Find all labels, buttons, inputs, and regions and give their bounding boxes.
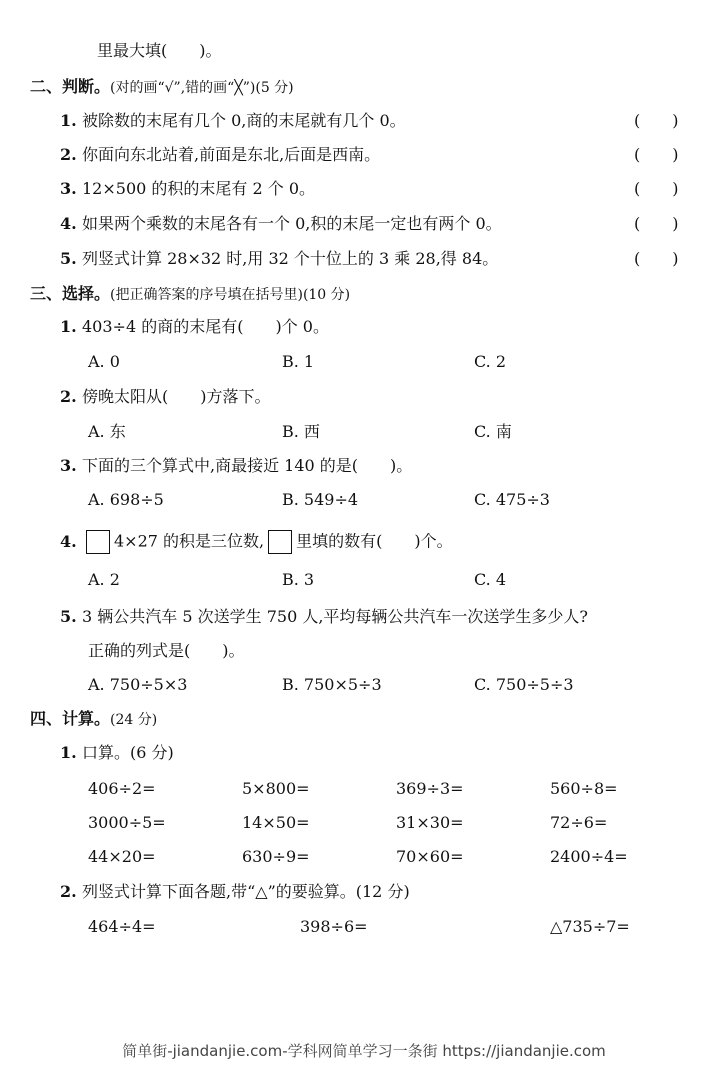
answer-paren-2[interactable]: ( ) xyxy=(634,145,679,164)
part-number: 1. xyxy=(60,743,77,762)
question-number: 3. xyxy=(60,456,77,475)
part-text: 列竖式计算下面各题,带“△”的要验算。(12 分) xyxy=(82,882,410,901)
option-c[interactable]: C. 475÷3 xyxy=(474,490,550,509)
question-text: 里填的数有( )个。 xyxy=(296,531,453,551)
option-a[interactable]: A. 0 xyxy=(88,352,120,371)
judge-item-1 xyxy=(60,110,406,132)
part-number: 2. xyxy=(60,882,77,901)
question-number: 5. xyxy=(60,607,77,626)
section-2-title: 二、判断。 xyxy=(30,77,111,96)
choice-question-3 xyxy=(60,455,412,477)
oral-calc: 14×50= xyxy=(242,813,310,832)
oral-calc: 44×20= xyxy=(88,847,156,866)
option-b[interactable]: B. 750×5÷3 xyxy=(282,675,382,694)
vertical-calc: 464÷4= xyxy=(88,917,156,936)
section-2-note: (对的画“√”,错的画“╳”)(5 分) xyxy=(110,80,294,96)
oral-calc: 630÷9= xyxy=(242,847,310,866)
question-number: 4. xyxy=(60,531,77,551)
choice-question-4 xyxy=(60,530,453,554)
calc-part-1 xyxy=(60,742,174,764)
question-number: 2. xyxy=(60,387,77,406)
section-4-heading xyxy=(30,708,157,731)
item-number: 5. xyxy=(60,249,77,268)
item-text: 你面向东北站着,前面是东北,后面是西南。 xyxy=(82,145,381,164)
choice-question-5 xyxy=(60,606,588,628)
calc-part-2 xyxy=(60,881,410,903)
judge-item-5 xyxy=(60,248,498,270)
oral-calc: 72÷6= xyxy=(550,813,608,832)
section-4-note: (24 分) xyxy=(110,712,158,728)
option-b[interactable]: B. 1 xyxy=(282,352,315,371)
oral-calc: 2400÷4= xyxy=(550,847,628,866)
option-c[interactable]: C. 南 xyxy=(474,422,512,441)
vertical-calc: 398÷6= xyxy=(300,917,368,936)
question-text: 403÷4 的商的末尾有( )个 0。 xyxy=(82,317,329,336)
top-continuation-text: 里最大填( )。 xyxy=(97,41,222,60)
question-text: 下面的三个算式中,商最接近 140 的是( )。 xyxy=(82,456,413,475)
item-text: 被除数的末尾有几个 0,商的末尾就有几个 0。 xyxy=(82,111,406,130)
option-c[interactable]: C. 750÷5÷3 xyxy=(474,675,574,694)
item-text: 列竖式计算 28×32 时,用 32 个十位上的 3 乘 28,得 84。 xyxy=(82,249,499,268)
question-5-continuation: 正确的列式是( )。 xyxy=(88,641,245,660)
judge-item-2 xyxy=(60,144,380,166)
blank-box[interactable] xyxy=(86,530,110,554)
oral-calc: 369÷3= xyxy=(396,779,464,798)
vertical-calc-check: △735÷7= xyxy=(550,917,630,936)
option-c[interactable]: C. 2 xyxy=(474,352,507,371)
answer-paren-5[interactable]: ( ) xyxy=(634,249,679,268)
oral-calc: 31×30= xyxy=(396,813,464,832)
oral-calc: 70×60= xyxy=(396,847,464,866)
judge-item-4 xyxy=(60,213,502,235)
question-text: 4×27 的积是三位数, xyxy=(114,531,265,551)
judge-item-3 xyxy=(60,178,315,200)
answer-paren-3[interactable]: ( ) xyxy=(634,179,679,198)
section-3-note: (把正确答案的序号填在括号里)(10 分) xyxy=(110,287,351,303)
question-text: 3 辆公共汽车 5 次送学生 750 人,平均每辆公共汽车一次送学生多少人? xyxy=(82,607,588,626)
section-3-title: 三、选择。 xyxy=(30,284,111,303)
section-2-heading xyxy=(30,76,294,99)
item-text: 12×500 的积的末尾有 2 个 0。 xyxy=(82,179,316,198)
item-number: 3. xyxy=(60,179,77,198)
option-a[interactable]: A. 2 xyxy=(88,570,120,589)
section-3-heading xyxy=(30,283,350,306)
option-a[interactable]: A. 750÷5×3 xyxy=(88,675,188,694)
question-text: 傍晚太阳从( )方落下。 xyxy=(82,387,271,406)
item-number: 1. xyxy=(60,111,77,130)
blank-box[interactable] xyxy=(268,530,292,554)
option-c[interactable]: C. 4 xyxy=(474,570,507,589)
item-number: 4. xyxy=(60,214,77,233)
oral-calc: 560÷8= xyxy=(550,779,618,798)
oral-calc: 5×800= xyxy=(242,779,310,798)
choice-question-2 xyxy=(60,386,271,408)
oral-calc: 406÷2= xyxy=(88,779,156,798)
option-a[interactable]: A. 东 xyxy=(88,422,126,441)
answer-paren-4[interactable]: ( ) xyxy=(634,214,679,233)
item-text: 如果两个乘数的末尾各有一个 0,积的末尾一定也有两个 0。 xyxy=(82,214,502,233)
option-a[interactable]: A. 698÷5 xyxy=(88,490,164,509)
question-number: 1. xyxy=(60,317,77,336)
answer-paren-1[interactable]: ( ) xyxy=(634,111,679,130)
option-b[interactable]: B. 3 xyxy=(282,570,315,589)
section-4-title: 四、计算。 xyxy=(30,709,111,728)
option-b[interactable]: B. 西 xyxy=(282,422,320,441)
part-text: 口算。(6 分) xyxy=(82,743,174,762)
oral-calc: 3000÷5= xyxy=(88,813,166,832)
footer-watermark-text: 简单街-jiandanjie.com-学科网简单学习一条街 https://jiandanjie.com xyxy=(122,1042,606,1060)
choice-question-1 xyxy=(60,316,329,338)
item-number: 2. xyxy=(60,145,77,164)
option-b[interactable]: B. 549÷4 xyxy=(282,490,359,509)
